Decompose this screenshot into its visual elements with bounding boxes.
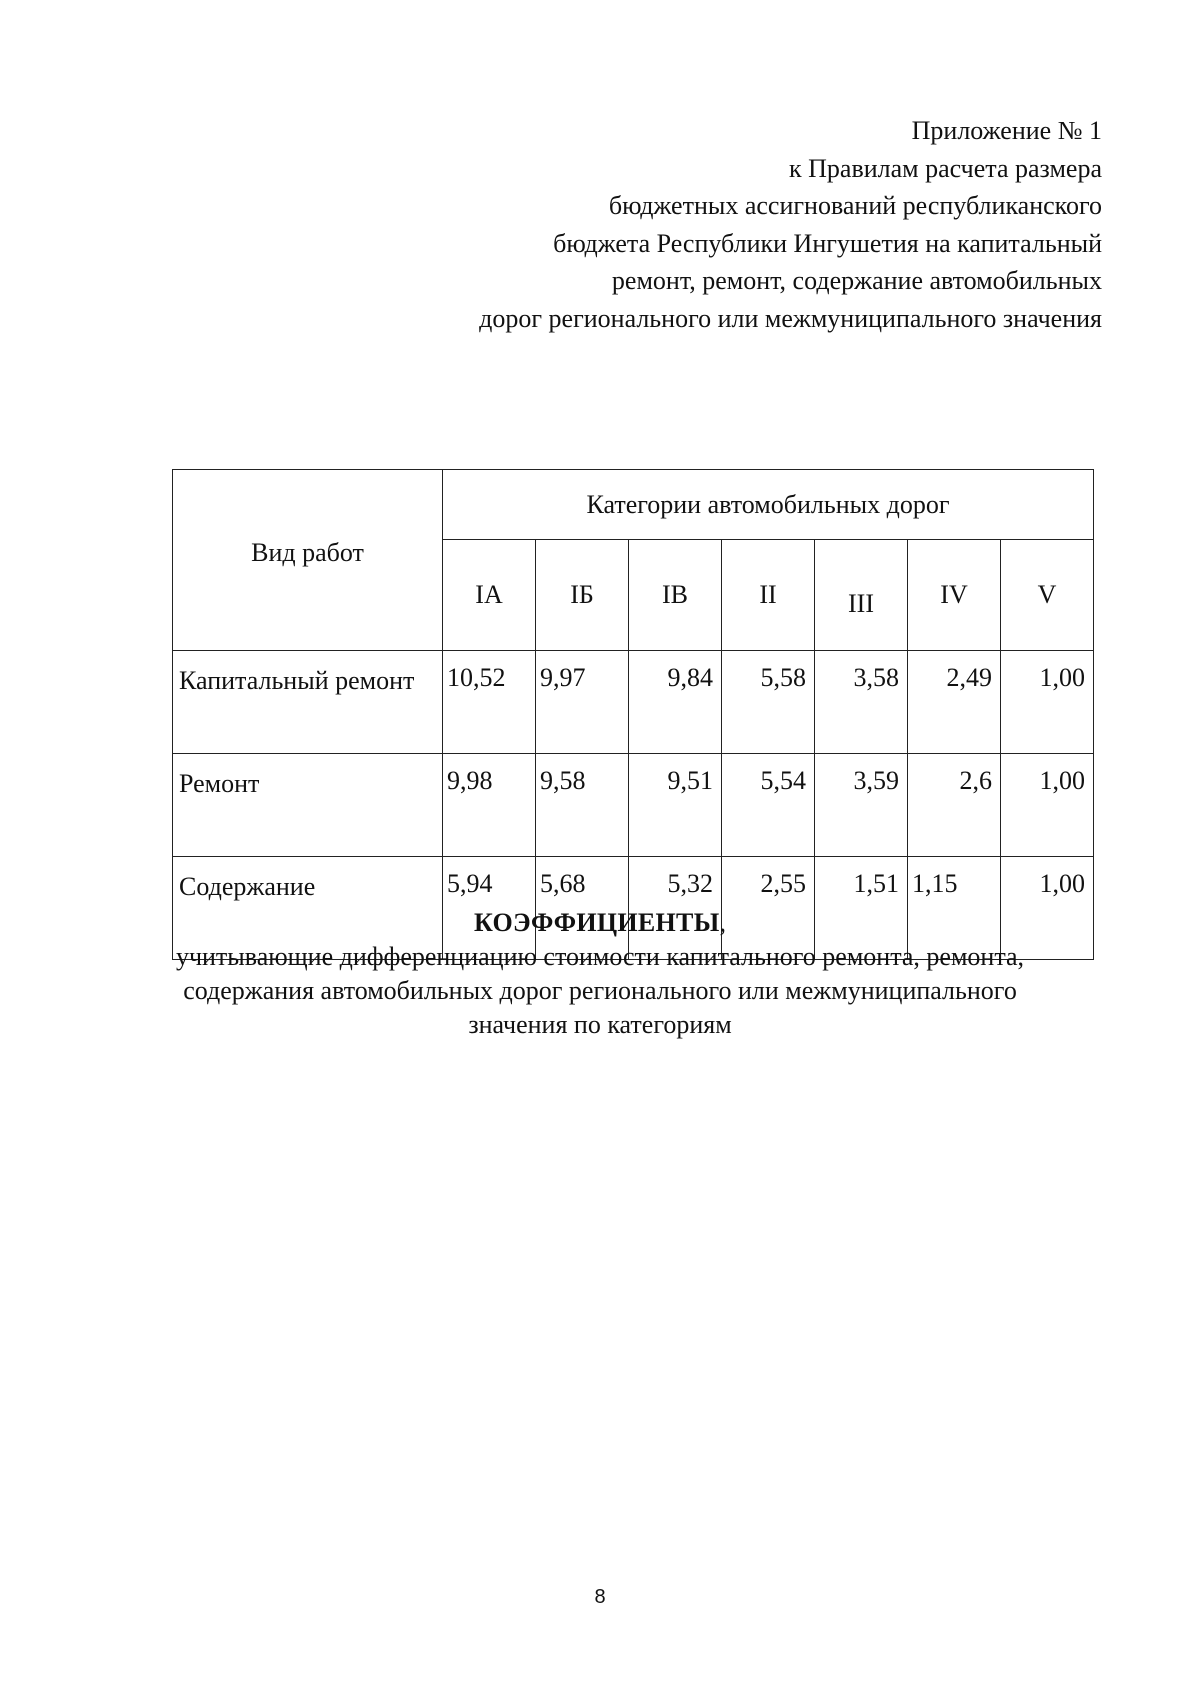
appendix-line: бюджетных ассигнований республиканского [608, 191, 1102, 220]
table-cell: 10,52 [443, 651, 536, 754]
column-header-label: IA [475, 580, 503, 610]
coefficients-table-container [172, 469, 1094, 960]
table-cell: 5,32 [629, 857, 722, 960]
appendix-line: дорог регионального или межмуниципального значения [479, 303, 1102, 333]
column-header-iii [815, 540, 908, 651]
column-header-label: II [759, 580, 777, 610]
title-heading-suffix: , [719, 908, 727, 937]
table-cell: 9,51 [629, 754, 722, 857]
title-heading: КОЭФФИЦИЕНТЫ [473, 908, 720, 937]
table-cell: 9,58 [536, 754, 629, 857]
title-line: содержания автомобильных дорог регионального или межмуниципального [183, 976, 1017, 1005]
column-header-label: IБ [570, 580, 594, 610]
column-header-iv-cyr [629, 540, 722, 651]
table-cell: 9,98 [443, 754, 536, 857]
column-header-v [1001, 540, 1094, 651]
column-header-label: IV [940, 580, 968, 610]
table-cell: 1,51 [815, 857, 908, 960]
table-cell: 2,55 [722, 857, 815, 960]
coefficients-title [0, 906, 1200, 1042]
table-cell: 1,00 [1001, 857, 1094, 960]
column-header-label: III [848, 589, 874, 619]
table-cell: 9,84 [629, 651, 722, 754]
row-kind-label: Капитальный ремонт [173, 651, 443, 754]
table-row-repair [173, 754, 1094, 857]
appendix-line: ремонт, ремонт, содержание автомобильных [611, 266, 1102, 295]
table-cell: 3,59 [815, 754, 908, 857]
appendix-header [382, 112, 1102, 337]
table-cell: 5,68 [536, 857, 629, 960]
table-cell: 5,58 [722, 651, 815, 754]
appendix-line: бюджета Республики Ингушетия на капитальный [553, 228, 1102, 258]
column-header-ii [722, 540, 815, 651]
table-cell: 3,58 [815, 651, 908, 754]
column-header-ib-cyr [536, 540, 629, 651]
table-cell: 1,15 [908, 857, 1001, 960]
page-number: 8 [594, 1586, 606, 1608]
table-cell: 5,54 [722, 754, 815, 857]
row-kind-label: Содержание [173, 857, 443, 960]
header-road-categories: Категории автомобильных дорог [443, 470, 1094, 540]
title-line: значения по категориям [468, 1010, 732, 1039]
appendix-line: к Правилам расчета размера [789, 153, 1102, 183]
row-kind-label: Ремонт [173, 754, 443, 857]
title-line: учитывающие дифференциацию стоимости капитального ремонта, ремонта, [175, 942, 1025, 971]
header-kind-of-work: Вид работ [173, 470, 443, 651]
table-cell: 1,00 [1001, 754, 1094, 857]
table-cell: 5,94 [443, 857, 536, 960]
column-header-label: V [1037, 580, 1057, 610]
table-cell: 9,97 [536, 651, 629, 754]
column-header-ia [443, 540, 536, 651]
coefficients-table [172, 469, 1094, 960]
appendix-line: Приложение № 1 [911, 116, 1102, 145]
column-header-label: IB [662, 580, 688, 610]
table-cell: 1,00 [1001, 651, 1094, 754]
title-heading-line [0, 906, 1200, 940]
table-row-capital-repair [173, 651, 1094, 754]
table-cell: 2,49 [908, 651, 1001, 754]
column-header-iv [908, 540, 1001, 651]
table-cell: 2,6 [908, 754, 1001, 857]
